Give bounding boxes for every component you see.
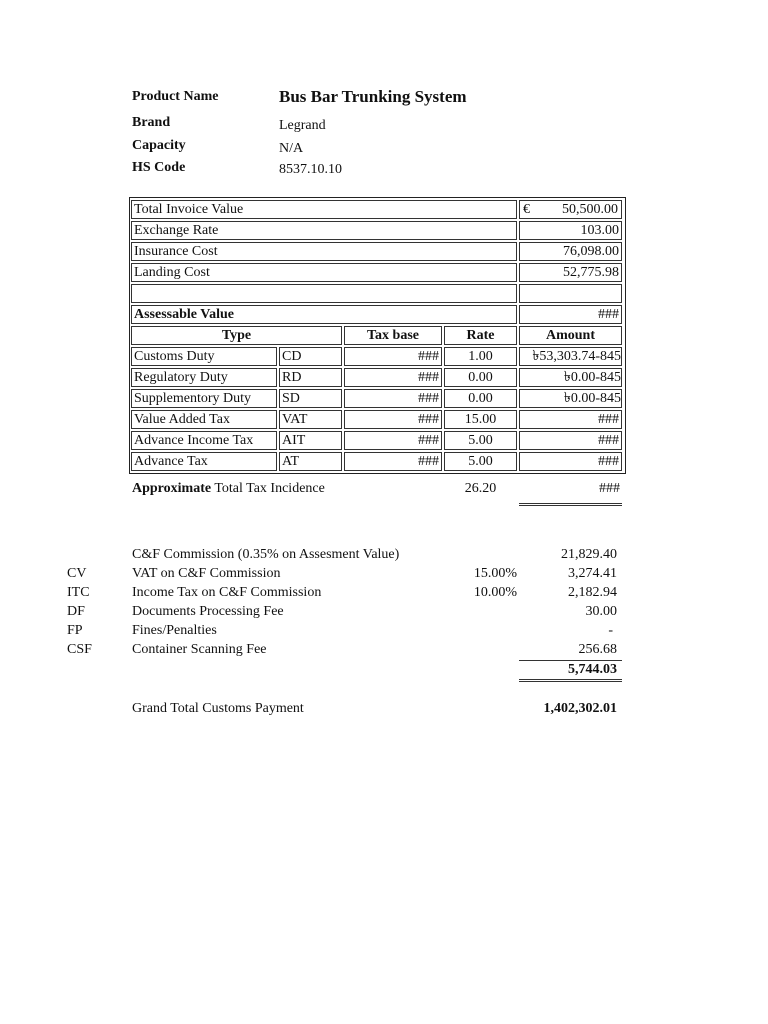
header-type: Type xyxy=(131,326,342,345)
insurance-value: 76,098.00 xyxy=(519,242,622,261)
cf-label: Income Tax on C&F Commission xyxy=(132,585,322,600)
tax-code: SD xyxy=(279,389,342,408)
tax-amount: ### xyxy=(519,410,622,429)
cf-code: CSF xyxy=(67,642,92,657)
capacity-value: N/A xyxy=(279,141,304,156)
incidence-rate: 26.20 xyxy=(464,481,497,496)
incidence-bold-label: Approximate xyxy=(132,481,212,496)
tax-base: ### xyxy=(344,347,442,366)
cf-label: Documents Processing Fee xyxy=(132,604,284,619)
product-name-label: Product Name xyxy=(132,89,219,104)
cf-amount: 3,274.41 xyxy=(568,566,617,581)
tax-rate: 15.00 xyxy=(444,410,517,429)
cf-code: DF xyxy=(67,604,85,619)
currency-symbol: € xyxy=(523,202,530,217)
tax-name: Advance Income Tax xyxy=(131,431,277,450)
incidence-text: Total Tax Incidence xyxy=(211,481,325,496)
tax-amount: ৳53,303.74-845 xyxy=(519,347,622,366)
incidence-amount: ### xyxy=(599,481,620,496)
tax-amount: ### xyxy=(519,452,622,471)
cf-code: FP xyxy=(67,623,83,638)
landing-label: Landing Cost xyxy=(131,263,517,282)
product-name-value: Bus Bar Trunking System xyxy=(279,87,467,106)
tax-amount: ### xyxy=(519,431,622,450)
cf-amount: 256.68 xyxy=(578,642,617,657)
tax-base: ### xyxy=(344,389,442,408)
tax-name: Value Added Tax xyxy=(131,410,277,429)
grand-total-value: 1,402,302.01 xyxy=(543,701,617,716)
cf-amount: 30.00 xyxy=(585,604,617,619)
empty-row xyxy=(131,284,517,303)
cf-subtotal: 5,744.03 xyxy=(568,662,617,677)
tax-rate: 0.00 xyxy=(444,389,517,408)
tax-name: Customs Duty xyxy=(131,347,277,366)
tax-base: ### xyxy=(344,431,442,450)
assessable-value: ### xyxy=(519,305,622,324)
total-invoice-value: 50,500.00 xyxy=(562,202,618,217)
tax-rate: 0.00 xyxy=(444,368,517,387)
cf-label: Container Scanning Fee xyxy=(132,642,267,657)
tax-code: AIT xyxy=(279,431,342,450)
tax-rate: 5.00 xyxy=(444,452,517,471)
brand-label: Brand xyxy=(132,115,171,130)
cf-subtotal-double-underline xyxy=(519,679,622,682)
tax-code: AT xyxy=(279,452,342,471)
incidence-label xyxy=(132,481,325,497)
landing-value: 52,775.98 xyxy=(519,263,622,282)
cf-label: VAT on C&F Commission xyxy=(132,566,281,581)
tax-base: ### xyxy=(344,368,442,387)
tax-rate: 1.00 xyxy=(444,347,517,366)
tax-name: Regulatory Duty xyxy=(131,368,277,387)
cf-code: ITC xyxy=(67,585,90,600)
assessable-label: Assessable Value xyxy=(131,305,517,324)
cf-amount: 21,829.40 xyxy=(561,547,617,562)
tax-base: ### xyxy=(344,452,442,471)
cf-label: C&F Commission (0.35% on Assesment Value) xyxy=(132,547,400,562)
tax-base: ### xyxy=(344,410,442,429)
header-rate: Rate xyxy=(444,326,517,345)
insurance-label: Insurance Cost xyxy=(131,242,517,261)
cf-label: Fines/Penalties xyxy=(132,623,217,638)
tax-amount: ৳0.00-845 xyxy=(519,389,622,408)
tax-name: Supplementory Duty xyxy=(131,389,277,408)
total-invoice-label: Total Invoice Value xyxy=(131,200,517,219)
tax-code: RD xyxy=(279,368,342,387)
tax-code: CD xyxy=(279,347,342,366)
hs-code-label: HS Code xyxy=(132,160,186,175)
cf-subtotal-line xyxy=(519,660,622,661)
tax-code: VAT xyxy=(279,410,342,429)
grand-total-label: Grand Total Customs Payment xyxy=(132,701,304,716)
header-amount: Amount xyxy=(519,326,622,345)
cf-rate: 15.00% xyxy=(473,566,517,581)
tax-rate: 5.00 xyxy=(444,431,517,450)
incidence-double-underline xyxy=(519,503,622,506)
cf-amount: 2,182.94 xyxy=(568,585,617,600)
exchange-rate-value: 103.00 xyxy=(519,221,622,240)
total-invoice-cell xyxy=(519,200,622,219)
hs-code-value: 8537.10.10 xyxy=(279,162,342,177)
header-tax-base: Tax base xyxy=(344,326,442,345)
empty-row-value xyxy=(519,284,622,303)
cf-rate: 10.00% xyxy=(473,585,517,600)
cf-code: CV xyxy=(67,566,87,581)
tax-name: Advance Tax xyxy=(131,452,277,471)
exchange-rate-label: Exchange Rate xyxy=(131,221,517,240)
brand-value: Legrand xyxy=(279,118,326,133)
cf-amount: - xyxy=(608,623,613,638)
tax-amount: ৳0.00-845 xyxy=(519,368,622,387)
capacity-label: Capacity xyxy=(132,138,186,153)
